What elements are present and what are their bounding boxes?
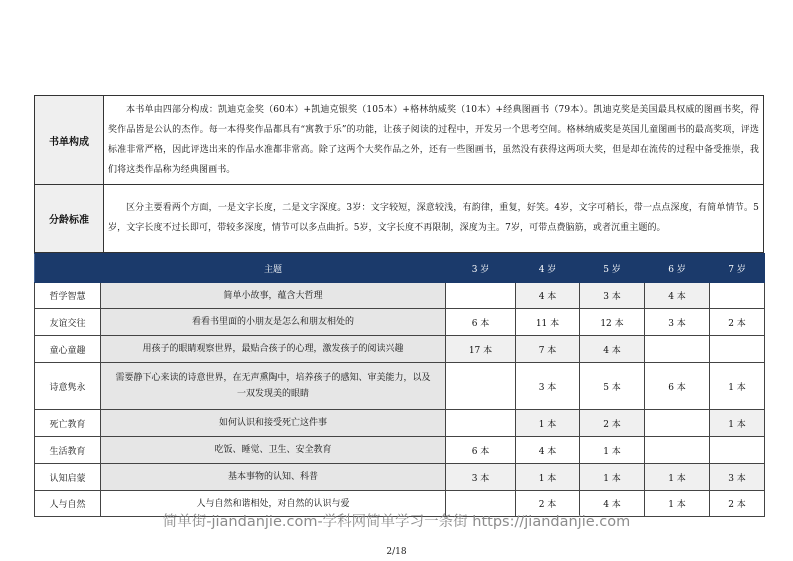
count-cell-age-5: 4 本: [580, 336, 645, 363]
theme-cell: 需要静下心来读的诗意世界，在无声熏陶中，培养孩子的感知、审美能力，以及一双发现美的眼睛: [101, 363, 446, 410]
count-cell-age-5: 3 本: [580, 283, 645, 309]
count-cell-age-6: [645, 437, 710, 464]
table-row: [35, 363, 765, 410]
category-cell: 人与自然: [35, 491, 101, 517]
count-cell-age-4: 4 本: [516, 283, 580, 309]
category-cell: 童心童趣: [35, 336, 101, 363]
count-cell-age-7: [710, 437, 765, 464]
count-cell-age-4: 1 本: [516, 464, 580, 491]
header-cell-age-3: 3 岁: [446, 254, 516, 283]
count-cell-age-4: 4 本: [516, 437, 580, 464]
category-cell: 死亡教育: [35, 410, 101, 437]
count-cell-age-7: 3 本: [710, 464, 765, 491]
count-cell-age-7: 2 本: [710, 491, 765, 517]
table-header-row: [35, 254, 765, 283]
theme-cell: 如何认识和接受死亡这件事: [101, 410, 446, 437]
category-cell: 诗意隽永: [35, 363, 101, 410]
count-cell-age-7: [710, 336, 765, 363]
count-cell-age-5: 4 本: [580, 491, 645, 517]
watermark: 简单街-jiandanjie.com-学科网简单学习一条街 https://jiandanjie.com: [162, 514, 631, 530]
theme-cell: 简单小故事，蕴含大哲理: [101, 283, 446, 309]
table-row: [35, 336, 765, 363]
section-row: [35, 96, 764, 185]
count-cell-age-6: 3 本: [645, 309, 710, 336]
table-row: [35, 464, 765, 491]
theme-cell: 基本事物的认知、科普: [101, 464, 446, 491]
count-cell-age-7: 1 本: [710, 410, 765, 437]
category-cell: 友谊交往: [35, 309, 101, 336]
count-cell-age-5: 2 本: [580, 410, 645, 437]
theme-cell: 吃饭、睡觉、卫生、安全教育: [101, 437, 446, 464]
category-cell: 生活教育: [35, 437, 101, 464]
intro-table: [34, 95, 764, 253]
category-cell: 认知启蒙: [35, 464, 101, 491]
count-cell-age-7: [710, 283, 765, 309]
count-cell-age-4: 7 本: [516, 336, 580, 363]
count-cell-age-3: [446, 363, 516, 410]
theme-cell: 看看书里面的小朋友是怎么和朋友相处的: [101, 309, 446, 336]
header-cell-blank: [35, 254, 101, 283]
count-cell-age-3: 3 本: [446, 464, 516, 491]
count-cell-age-5: 1 本: [580, 464, 645, 491]
count-cell-age-6: [645, 410, 710, 437]
count-cell-age-5: 12 本: [580, 309, 645, 336]
count-cell-age-6: [645, 336, 710, 363]
count-cell-age-4: 2 本: [516, 491, 580, 517]
header-cell-age-4: 4 岁: [516, 254, 580, 283]
table-row: [35, 283, 765, 309]
count-cell-age-3: 6 本: [446, 309, 516, 336]
header-cell-age-6: 6 岁: [645, 254, 710, 283]
count-cell-age-6: 4 本: [645, 283, 710, 309]
count-cell-age-3: [446, 283, 516, 309]
table-row: [35, 309, 765, 336]
count-cell-age-7: 2 本: [710, 309, 765, 336]
count-cell-age-4: 3 本: [516, 363, 580, 410]
section-label: 分龄标准: [35, 185, 104, 253]
header-cell-age-5: 5 岁: [580, 254, 645, 283]
header-cell-age-7: 7 岁: [710, 254, 765, 283]
category-cell: 哲学智慧: [35, 283, 101, 309]
count-cell-age-5: 1 本: [580, 437, 645, 464]
table-row: [35, 410, 765, 437]
count-cell-age-3: [446, 410, 516, 437]
section-text: 区分主要看两个方面，一是文字长度，二是文字深度。3岁：文字较短，深意较浅，有韵律，重复，好笑。4岁，文字可稍长，带一点点深度，有简单情节。5岁，文字长度不过长即可，带较多深度，情节可以多点曲折。5岁，文字长度不再限制，深度为主。7岁，可带点费脑筋，或者沉重主题的。: [104, 185, 764, 253]
count-cell-age-5: 5 本: [580, 363, 645, 410]
count-cell-age-4: 11 本: [516, 309, 580, 336]
theme-cell: 人与自然和谐相处，对自然的认识与爱: [101, 491, 446, 517]
theme-cell: 用孩子的眼睛观察世界，最贴合孩子的心理，激发孩子的阅读兴趣: [101, 336, 446, 363]
count-cell-age-3: 17 本: [446, 336, 516, 363]
count-cell-age-3: 6 本: [446, 437, 516, 464]
section-row: [35, 185, 764, 253]
age-theme-table: [34, 253, 765, 517]
table-row: [35, 437, 765, 464]
section-text: 本书单由四部分构成：凯迪克金奖（60本）+凯迪克银奖（105本）+格林纳威奖（10本）+经典图画书（79本）。凯迪克奖是美国最具权威的图画书奖，得奖作品皆是公认的杰作。每一本得奖作品都具有“寓教于乐”的功能，让孩子阅读的过程中，开发另一个思考空间。格林纳威奖是英国儿童图画书的最高奖项，评选标准非常严格，因此评选出来的作品水准都非常高。除了这两个大奖作品之外，还有一些图画书，虽然没有获得这两项大奖，但是却在流传的过程中备受推崇，我们将这类作品称为经典图画书。: [104, 96, 764, 185]
page-number: 2/18: [386, 547, 407, 557]
count-cell-age-4: 1 本: [516, 410, 580, 437]
count-cell-age-6: 1 本: [645, 491, 710, 517]
section-label: 书单构成: [35, 96, 104, 185]
header-cell-theme: 主题: [101, 254, 446, 283]
count-cell-age-6: 1 本: [645, 464, 710, 491]
count-cell-age-6: 6 本: [645, 363, 710, 410]
count-cell-age-7: 1 本: [710, 363, 765, 410]
